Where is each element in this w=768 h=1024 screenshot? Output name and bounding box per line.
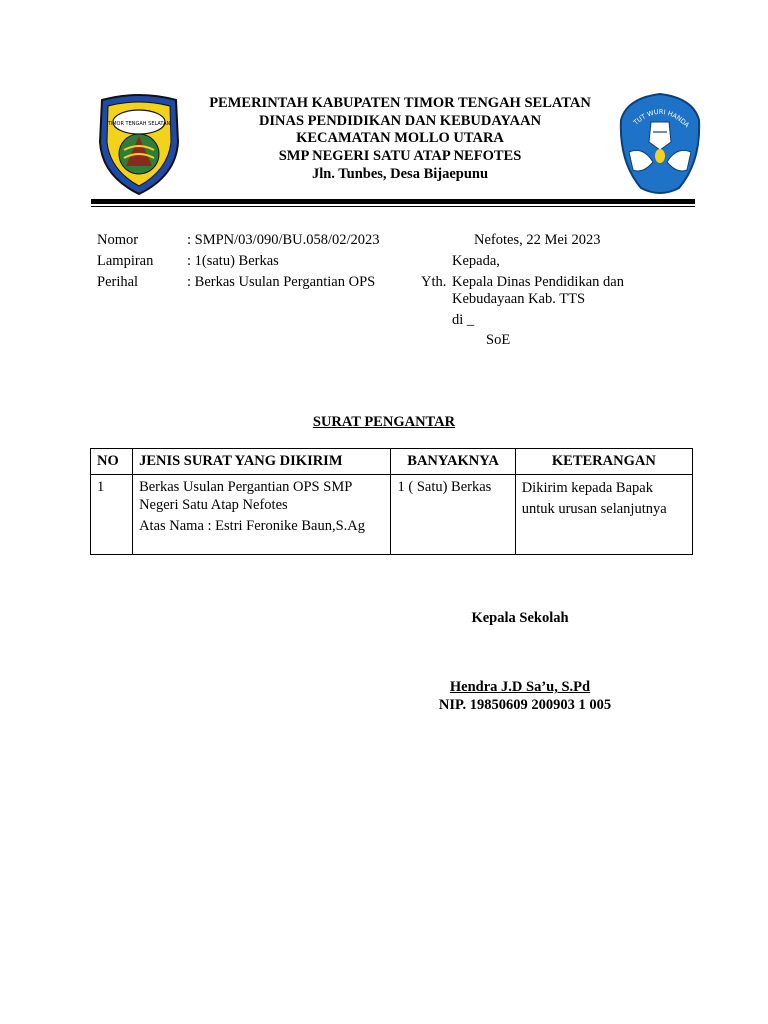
signature-position: Kepala Sekolah xyxy=(471,610,569,626)
table-row xyxy=(91,474,693,554)
letterhead-line-3: KECAMATAN MOLLO UTARA xyxy=(296,130,504,146)
cell-jenis-line-3: Atas Nama : Estri Feronike Baun,S.Ag xyxy=(139,517,365,534)
recipient-name-line-1: Kepala Dinas Pendidikan dan xyxy=(452,274,624,290)
perihal-value: : Berkas Usulan Pergantian OPS xyxy=(187,274,376,290)
place-date: Nefotes, 22 Mei 2023 xyxy=(474,232,601,248)
recipient-kepada: Kepada, xyxy=(452,253,500,269)
letterhead-line-5: Jln. Tunbes, Desa Bijaepunu xyxy=(311,166,489,182)
cell-banyaknya: 1 ( Satu) Berkas xyxy=(391,474,515,554)
perihal-label: Perihal xyxy=(97,274,139,290)
cell-jenis-line-1: Berkas Usulan Pergantian OPS SMP xyxy=(139,478,353,495)
document-table xyxy=(90,448,693,555)
cell-keterangan xyxy=(515,474,692,554)
nomor-value: : SMPN/03/090/BU.058/02/2023 xyxy=(187,232,380,248)
recipient-yth: Yth. xyxy=(421,274,447,290)
lampiran-value: : 1(satu) Berkas xyxy=(187,253,279,269)
regency-logo-text: TIMOR TENGAH SELATAN xyxy=(107,121,171,127)
header-keterangan: KETERANGAN xyxy=(515,449,692,475)
header-jenis: JENIS SURAT YANG DIKIRIM xyxy=(133,449,391,475)
nomor-label: Nomor xyxy=(97,232,139,248)
cell-keterangan-line-1: Dikirim kepada Bapak xyxy=(521,479,653,496)
recipient-city: SoE xyxy=(486,332,511,348)
signature-name: Hendra J.D Sa’u, S.Pd xyxy=(449,679,591,695)
header-banyaknya: BANYAKNYA xyxy=(391,449,515,475)
header-no: NO xyxy=(91,449,133,475)
cell-jenis xyxy=(133,474,391,554)
recipient-di: di _ xyxy=(452,312,475,328)
lampiran-label: Lampiran xyxy=(97,253,154,269)
letterhead-line-1: PEMERINTAH KABUPATEN TIMOR TENGAH SELATAN xyxy=(209,95,591,111)
tut-wuri-logo-text: TUT WURI HANDA xyxy=(632,107,691,129)
document-title: SURAT PENGANTAR xyxy=(312,414,456,430)
letterhead-divider-thin xyxy=(91,206,695,207)
recipient-name-line-2: Kebudayaan Kab. TTS xyxy=(452,291,586,307)
cell-jenis-line-2: Negeri Satu Atap Nefotes xyxy=(139,497,288,513)
letterhead-line-4: SMP NEGERI SATU ATAP NEFOTES xyxy=(278,148,522,164)
cell-keterangan-line-2: untuk urusan selanjutnya xyxy=(521,500,667,517)
table-header-row xyxy=(91,449,693,475)
letterhead-line-2: DINAS PENDIDIKAN DAN KEBUDAYAAN xyxy=(258,113,542,129)
signature-nip: NIP. 19850609 200903 1 005 xyxy=(438,697,612,713)
cell-no: 1 xyxy=(91,474,133,554)
letterhead-divider-thick xyxy=(91,199,695,204)
